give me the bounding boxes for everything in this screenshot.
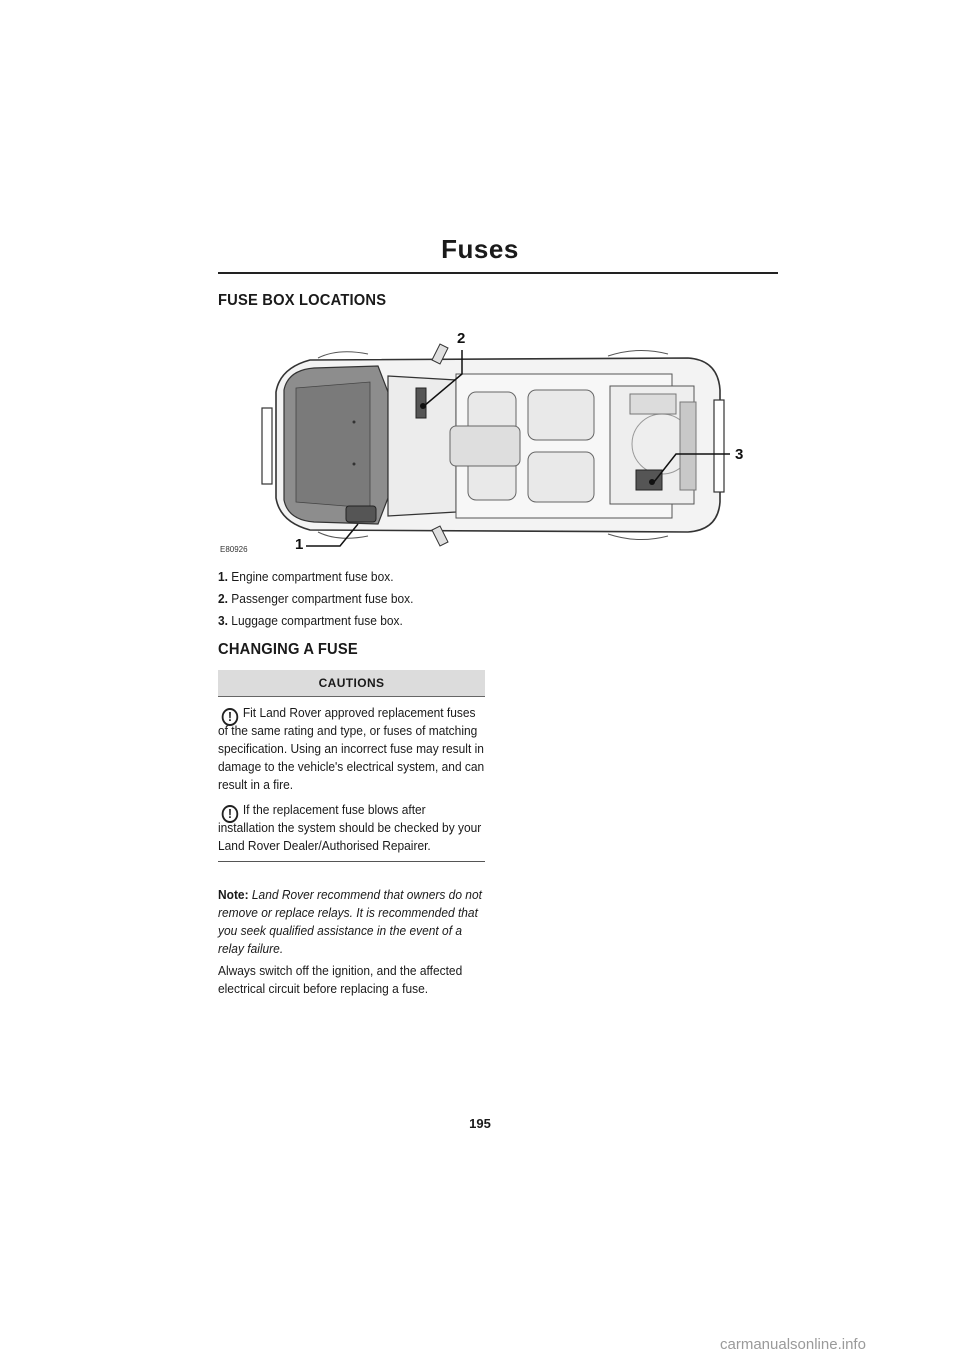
list-item xyxy=(218,566,466,588)
page-number: 195 xyxy=(469,1116,491,1131)
list-item-text: Engine compartment fuse box. xyxy=(231,569,394,584)
list-item-text: Luggage compartment fuse box. xyxy=(231,613,403,628)
caution-text: If the replacement fuse blows after installation the system should be checked by your Land Rover Dealer/Authorised Repairer. xyxy=(218,802,482,853)
list-item-number: 3. xyxy=(218,613,228,628)
passenger-fuse-box-marker xyxy=(416,388,426,418)
caution-item xyxy=(218,794,485,855)
caution-text: Fit Land Rover approved replacement fuses of the same rating and type, or fuses of matching specification. Using an incorrect fuse may result in damage to the vehicle's electrical system, and can result in a fire. xyxy=(218,705,485,792)
warning-icon: ! xyxy=(222,708,239,726)
figure-code: E80926 xyxy=(220,545,248,554)
cautions-box xyxy=(218,670,485,862)
page-title: Fuses xyxy=(441,234,519,264)
note-text: Land Rover recommend that owners do not remove or replace relays. It is recommended that you seek qualified assistance in the event of a relay failure. xyxy=(218,887,482,956)
list-item-number: 1. xyxy=(218,569,228,584)
note xyxy=(218,886,487,958)
list-item-text: Passenger compartment fuse box. xyxy=(231,591,414,606)
callout-2: 2 xyxy=(457,330,466,347)
list-item xyxy=(218,588,466,610)
instruction-paragraph: Always switch off the ignition, and the affected electrical circuit before replacing a fuse. xyxy=(218,963,463,996)
caution-item xyxy=(218,697,485,794)
list-item-number: 2. xyxy=(218,591,228,606)
callout-1: 1 xyxy=(295,536,304,553)
section-heading-fuse-box-locations: FUSE BOX LOCATIONS xyxy=(218,292,387,309)
vehicle-top-view-illustration xyxy=(218,330,758,560)
cautions-bottom-rule xyxy=(218,861,485,862)
fuse-box-list xyxy=(218,566,488,632)
title-rule xyxy=(218,272,778,274)
section-heading-changing-a-fuse: CHANGING A FUSE xyxy=(218,641,358,658)
warning-icon: ! xyxy=(222,805,239,823)
luggage-fuse-box-marker xyxy=(636,470,662,490)
engine-fuse-box-marker xyxy=(346,506,376,522)
vehicle-fuse-box-diagram xyxy=(218,330,758,560)
watermark: carmanualsonline.info xyxy=(720,1336,866,1353)
list-item xyxy=(218,610,466,632)
cautions-header: CAUTIONS xyxy=(218,670,485,697)
note-label: Note: xyxy=(218,887,249,902)
callout-3: 3 xyxy=(735,446,744,463)
